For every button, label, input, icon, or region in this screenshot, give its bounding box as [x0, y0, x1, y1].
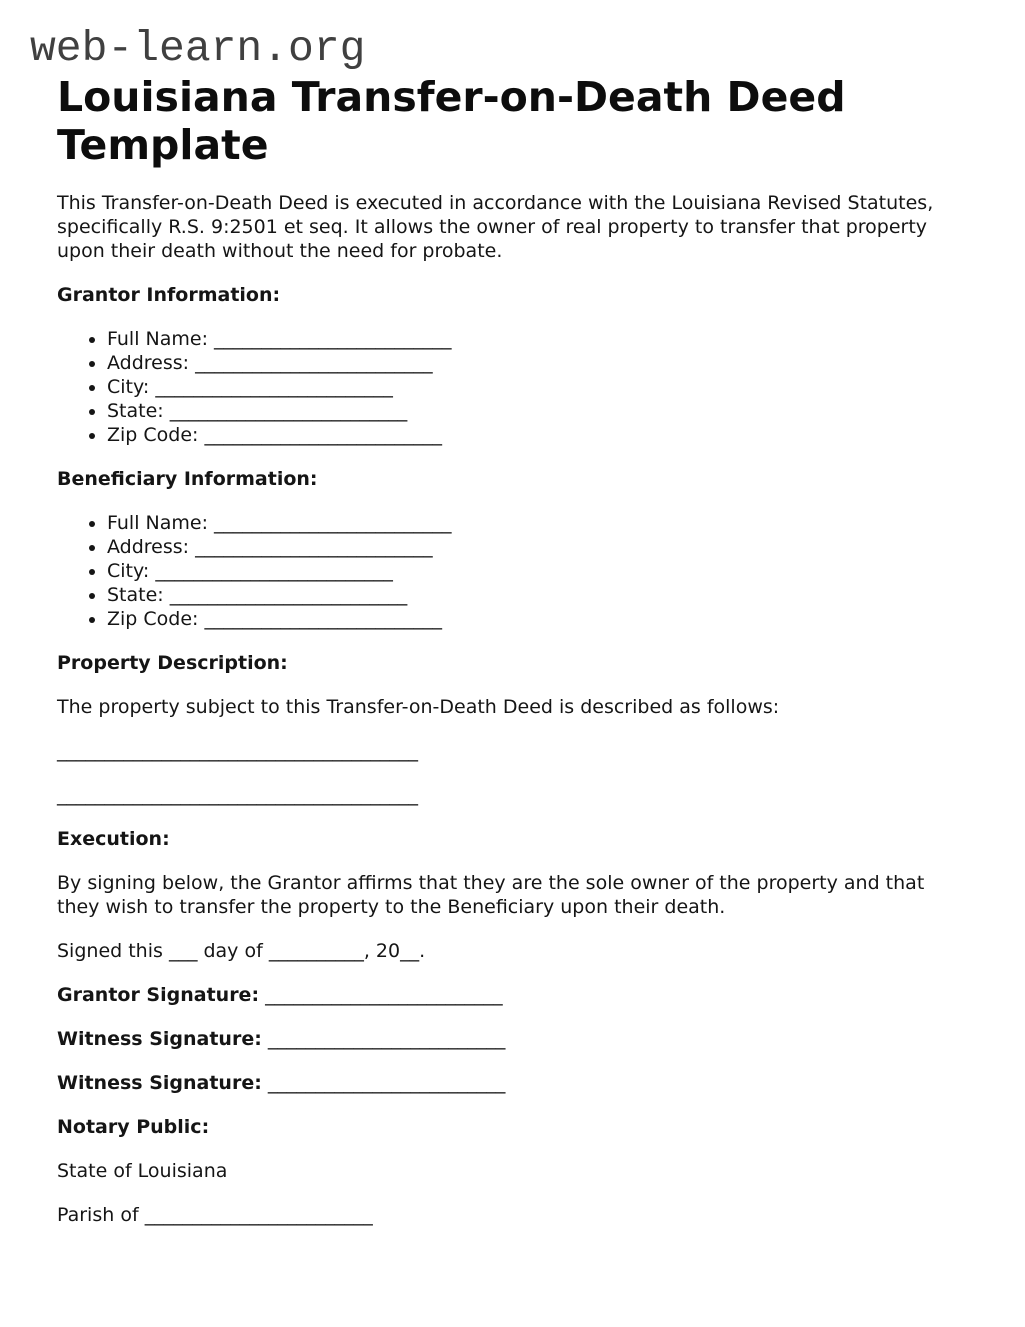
field-label: Zip Code:	[107, 424, 199, 447]
execution-paragraph: By signing below, the Grantor affirms that they are the sole owner of the property and that they wish to transfer the property to the Beneficiary upon their death.	[57, 872, 925, 919]
field-label: Zip Code:	[107, 608, 199, 631]
page-title: Louisiana Transfer-on-Death Deed Template	[57, 73, 846, 170]
grantor-state-row	[107, 399, 937, 423]
signature-blank: _________________________	[267, 1028, 506, 1051]
beneficiary-section-heading: Beneficiary Information:	[57, 468, 318, 491]
field-blank: _________________________	[169, 400, 408, 423]
field-blank: _________________________	[155, 376, 393, 399]
notary-parish-row	[57, 1203, 937, 1227]
execution-section-heading: Execution:	[57, 828, 170, 851]
grantor-city-row	[107, 375, 937, 399]
field-label: Address:	[107, 536, 190, 559]
parish-label: Parish of	[57, 1204, 139, 1227]
field-label: Address:	[107, 352, 190, 375]
property-blank-line: ______________________________________	[57, 784, 418, 807]
field-blank: _________________________	[204, 424, 442, 447]
field-label: State:	[107, 400, 164, 423]
field-blank: _________________________	[195, 352, 433, 375]
signature-label: Witness Signature:	[57, 1072, 262, 1095]
beneficiary-address-row	[107, 535, 937, 559]
grantor-signature-row	[57, 983, 937, 1007]
property-section-heading: Property Description:	[57, 652, 288, 675]
grantor-zip-row	[107, 423, 937, 447]
witness-signature-row	[57, 1027, 937, 1051]
field-blank: _________________________	[214, 512, 452, 535]
field-label: State:	[107, 584, 164, 607]
field-blank: _________________________	[155, 560, 393, 583]
field-blank: _________________________	[204, 608, 442, 631]
field-blank: _________________________	[195, 536, 433, 559]
beneficiary-fields-list	[57, 511, 937, 631]
signature-blank: _________________________	[267, 1072, 506, 1095]
property-intro: The property subject to this Transfer-on-Death Deed is described as follows:	[57, 696, 780, 719]
witness-signature-row	[57, 1071, 937, 1095]
grantor-address-row	[107, 351, 937, 375]
site-logo: web-learn.org	[30, 24, 366, 73]
notary-section-heading: Notary Public:	[57, 1116, 210, 1139]
grantor-full-name-row	[107, 327, 937, 351]
parish-blank: ________________________	[144, 1204, 373, 1227]
field-label: City:	[107, 376, 150, 399]
notary-state-line: State of Louisiana	[57, 1160, 228, 1183]
beneficiary-full-name-row	[107, 511, 937, 535]
signature-label: Witness Signature:	[57, 1028, 262, 1051]
beneficiary-state-row	[107, 583, 937, 607]
field-label: Full Name:	[107, 512, 208, 535]
beneficiary-city-row	[107, 559, 937, 583]
field-label: Full Name:	[107, 328, 208, 351]
signature-label: Grantor Signature:	[57, 984, 260, 1007]
intro-paragraph: This Transfer-on-Death Deed is executed in accordance with the Louisiana Revised Statutes, specifically R.S. 9:2501 et seq. It allows the owner of real property to transfer that property upon their death without the need for probate.	[57, 192, 934, 263]
grantor-section-heading: Grantor Information:	[57, 284, 281, 307]
grantor-fields-list	[57, 327, 937, 447]
signature-blank: _________________________	[265, 984, 503, 1007]
property-blank-line: ______________________________________	[57, 740, 418, 763]
field-label: City:	[107, 560, 150, 583]
field-blank: _________________________	[169, 584, 408, 607]
field-blank: _________________________	[214, 328, 452, 351]
beneficiary-zip-row	[107, 607, 937, 631]
signed-date-line: Signed this ___ day of __________, 20__.	[57, 940, 426, 963]
